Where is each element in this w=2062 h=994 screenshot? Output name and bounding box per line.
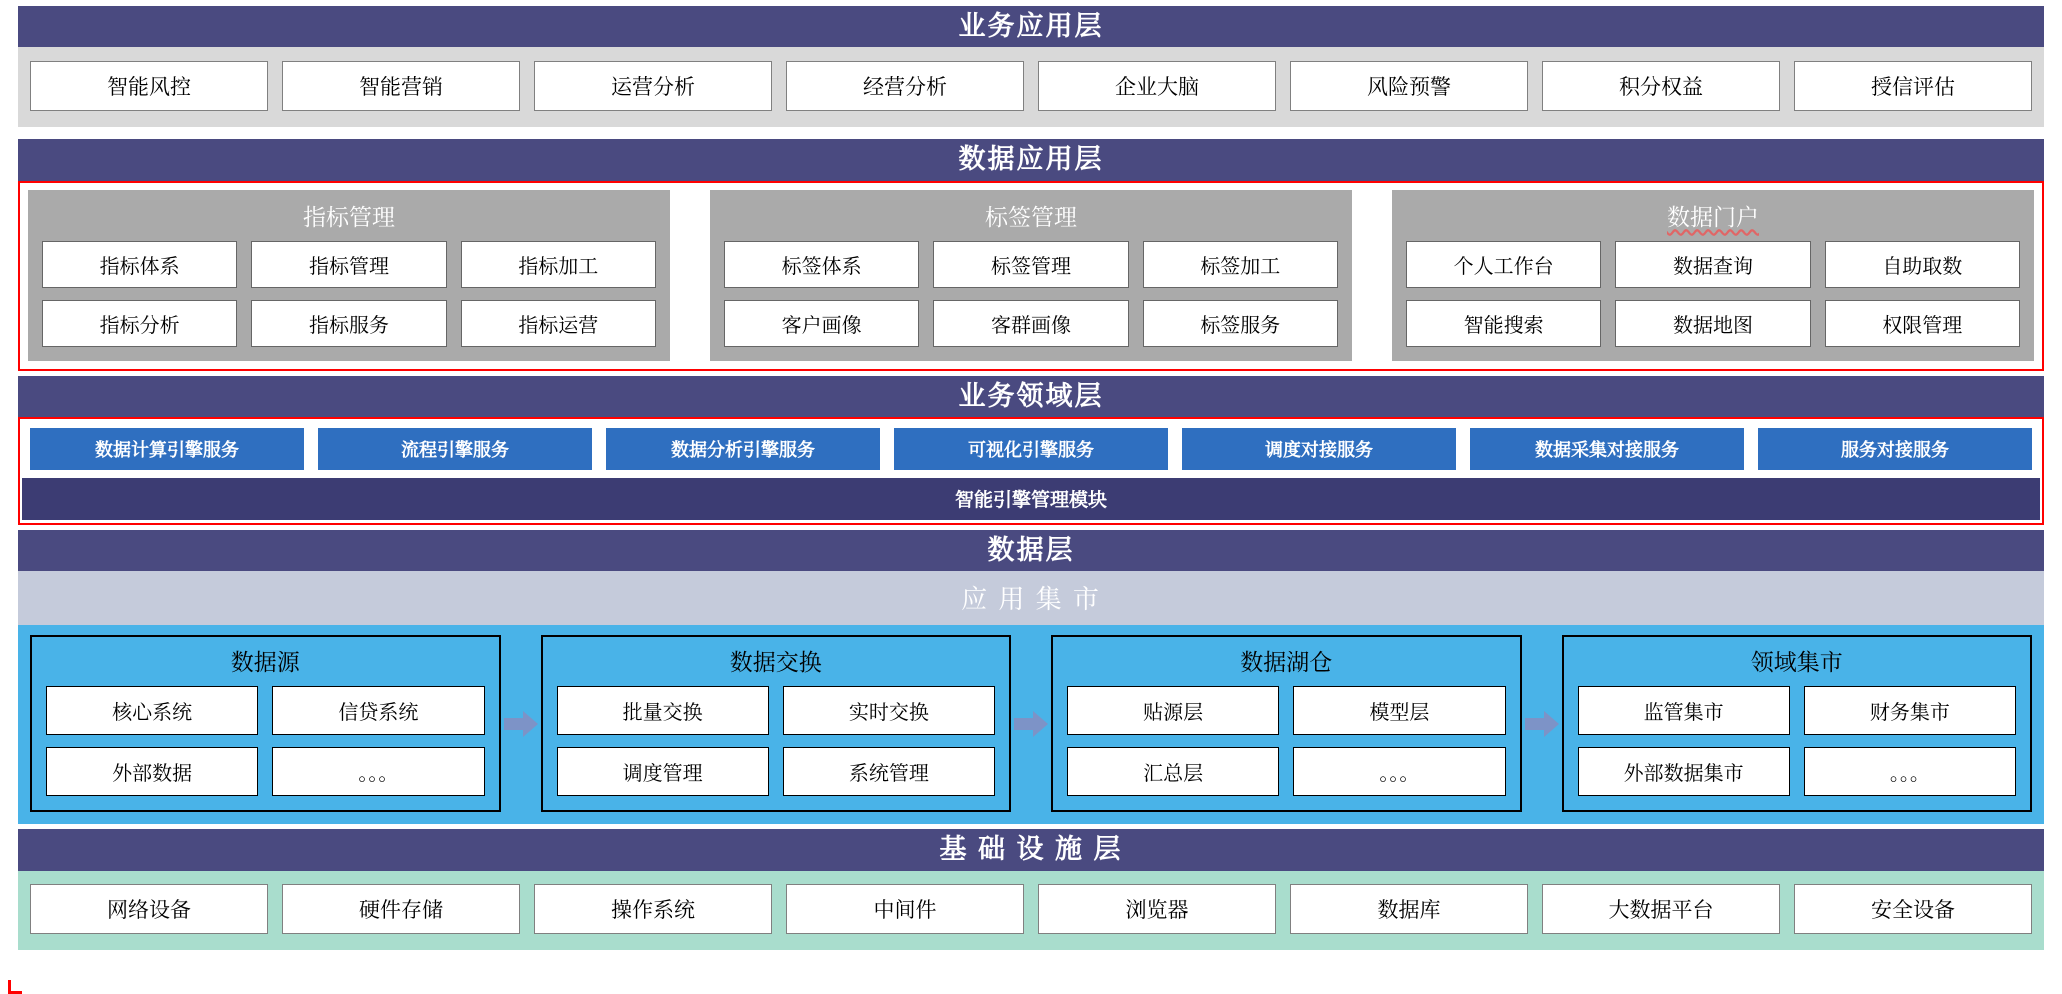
indicator-item[interactable]: 指标运营	[461, 300, 656, 347]
engine-service[interactable]: 流程引擎服务	[318, 428, 592, 470]
biz-app-item[interactable]: 智能风控	[30, 61, 268, 111]
business-domain-layer-title: 业务领域层	[18, 376, 2044, 417]
group-data-exchange	[541, 635, 1012, 812]
portal-item[interactable]: 智能搜索	[1406, 300, 1601, 347]
data-source-item[interactable]: 信贷系统	[272, 686, 484, 735]
domain-market-item[interactable]: 外部数据集市	[1578, 747, 1790, 796]
portal-item[interactable]: 数据地图	[1615, 300, 1810, 347]
group-title: 指标管理	[303, 203, 395, 230]
tag-item[interactable]: 标签服务	[1143, 300, 1338, 347]
group-data-lakehouse	[1051, 635, 1522, 812]
indicator-item[interactable]: 指标分析	[42, 300, 237, 347]
biz-app-item[interactable]: 授信评估	[1794, 61, 2032, 111]
business-application-layer-title: 业务应用层	[18, 6, 2044, 47]
group-indicator-management	[28, 190, 670, 361]
group-title: 数据门户	[1667, 203, 1759, 230]
tag-item[interactable]: 标签体系	[724, 241, 919, 288]
domain-market-item[interactable]: 。。。	[1804, 747, 2016, 796]
application-market-title: 应 用 集 市	[18, 571, 2044, 625]
spacer	[18, 127, 2044, 139]
tag-item[interactable]: 标签加工	[1143, 241, 1338, 288]
infra-item[interactable]: 中间件	[786, 884, 1024, 934]
biz-app-item[interactable]: 风险预警	[1290, 61, 1528, 111]
data-layer-body	[18, 625, 2044, 824]
data-source-item[interactable]: 。。。	[272, 747, 484, 796]
infra-item[interactable]: 硬件存储	[282, 884, 520, 934]
data-exchange-item[interactable]: 实时交换	[783, 686, 995, 735]
data-lakehouse-item[interactable]: 贴源层	[1067, 686, 1279, 735]
data-application-layer-body	[18, 181, 2044, 371]
indicator-item[interactable]: 指标管理	[251, 241, 446, 288]
data-lakehouse-item[interactable]: 。。。	[1293, 747, 1505, 796]
flow-arrow-icon	[1522, 711, 1562, 737]
data-exchange-item[interactable]: 系统管理	[783, 747, 995, 796]
group-data-portal	[1392, 190, 2034, 361]
biz-app-item[interactable]: 经营分析	[786, 61, 1024, 111]
group-title: 数据湖仓	[1240, 649, 1333, 676]
infra-item[interactable]: 操作系统	[534, 884, 772, 934]
data-application-layer-title: 数据应用层	[18, 139, 2044, 180]
biz-app-item[interactable]: 智能营销	[282, 61, 520, 111]
infra-item[interactable]: 网络设备	[30, 884, 268, 934]
indicator-item[interactable]: 指标服务	[251, 300, 446, 347]
infra-item[interactable]: 数据库	[1290, 884, 1528, 934]
engine-service[interactable]: 可视化引擎服务	[894, 428, 1168, 470]
engine-service[interactable]: 调度对接服务	[1182, 428, 1456, 470]
biz-app-item[interactable]: 企业大脑	[1038, 61, 1276, 111]
group-title: 数据源	[230, 649, 300, 676]
domain-market-item[interactable]: 财务集市	[1804, 686, 2016, 735]
data-source-item[interactable]: 核心系统	[46, 686, 258, 735]
data-source-item[interactable]: 外部数据	[46, 747, 258, 796]
flow-arrow-icon	[1011, 711, 1051, 737]
data-exchange-item[interactable]: 批量交换	[557, 686, 769, 735]
portal-item[interactable]: 数据查询	[1615, 241, 1810, 288]
domain-market-item[interactable]: 监管集市	[1578, 686, 1790, 735]
business-domain-layer-body	[18, 417, 2044, 525]
infra-item[interactable]: 大数据平台	[1542, 884, 1780, 934]
business-application-layer-body	[18, 47, 2044, 127]
tag-item[interactable]: 标签管理	[933, 241, 1128, 288]
infra-item[interactable]: 浏览器	[1038, 884, 1276, 934]
portal-item[interactable]: 个人工作台	[1406, 241, 1601, 288]
engine-service[interactable]: 服务对接服务	[1758, 428, 2032, 470]
engine-service[interactable]: 数据分析引擎服务	[606, 428, 880, 470]
data-exchange-item[interactable]: 调度管理	[557, 747, 769, 796]
data-lakehouse-item[interactable]: 汇总层	[1067, 747, 1279, 796]
infra-item[interactable]: 安全设备	[1794, 884, 2032, 934]
group-title: 标签管理	[985, 203, 1077, 230]
group-domain-market	[1562, 635, 2033, 812]
red-corner-marker	[8, 980, 22, 994]
group-tag-management	[710, 190, 1352, 361]
portal-item[interactable]: 权限管理	[1825, 300, 2020, 347]
tag-item[interactable]: 客户画像	[724, 300, 919, 347]
flow-arrow-icon	[501, 711, 541, 737]
biz-app-item[interactable]: 运营分析	[534, 61, 772, 111]
engine-management-module[interactable]: 智能引擎管理模块	[22, 478, 2040, 520]
biz-app-item[interactable]: 积分权益	[1542, 61, 1780, 111]
engine-service[interactable]: 数据采集对接服务	[1470, 428, 1744, 470]
infrastructure-layer-body	[18, 871, 2044, 950]
portal-item[interactable]: 自助取数	[1825, 241, 2020, 288]
group-title: 数据交换	[729, 649, 822, 676]
indicator-item[interactable]: 指标体系	[42, 241, 237, 288]
engine-service[interactable]: 数据计算引擎服务	[30, 428, 304, 470]
data-layer-title: 数据层	[18, 530, 2044, 571]
tag-item[interactable]: 客群画像	[933, 300, 1128, 347]
group-data-source	[30, 635, 501, 812]
indicator-item[interactable]: 指标加工	[461, 241, 656, 288]
group-title: 领域集市	[1750, 649, 1843, 676]
data-lakehouse-item[interactable]: 模型层	[1293, 686, 1505, 735]
infrastructure-layer-title: 基 础 设 施 层	[18, 829, 2044, 870]
